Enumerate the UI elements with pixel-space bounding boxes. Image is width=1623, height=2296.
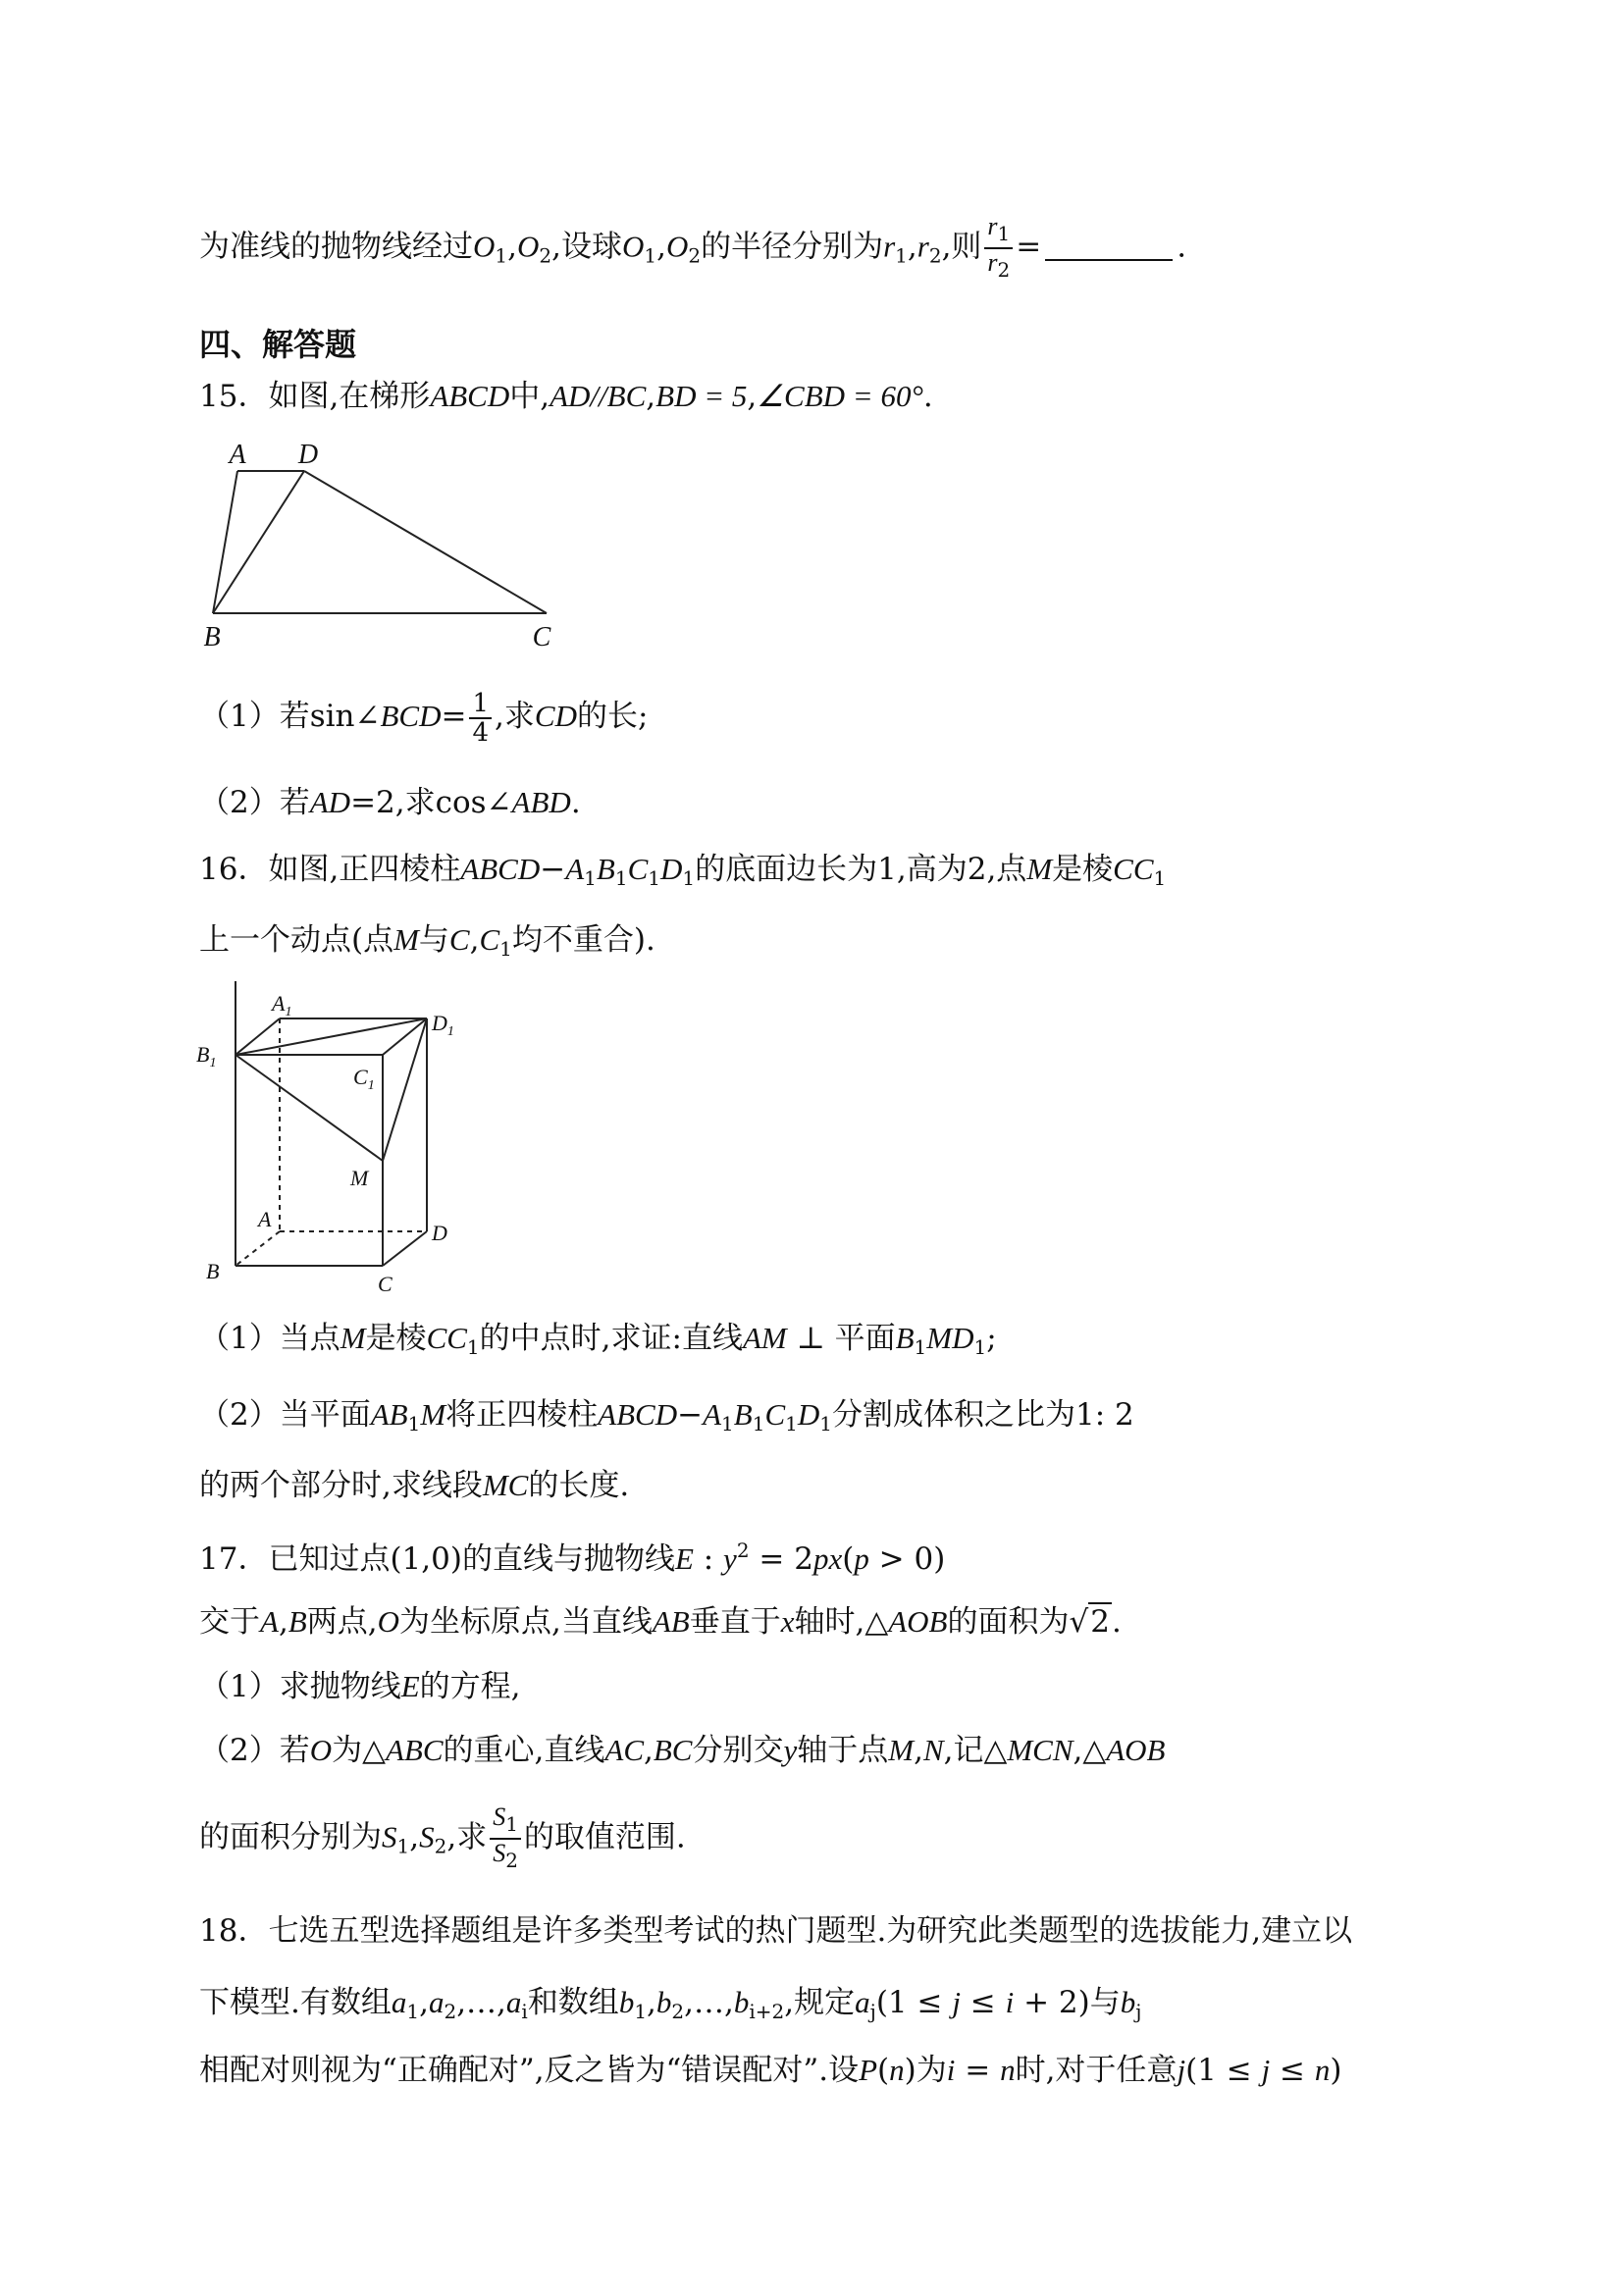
q16-stem-e: 是棱 [1052, 852, 1114, 887]
q16-p1-c: 的中点时,求证:直线 [479, 1321, 743, 1356]
q17-line2-f: 的面积为 [947, 1604, 1070, 1640]
q17-line2-e: 轴时, [794, 1604, 865, 1640]
edge-dc [304, 471, 547, 613]
q18-line3: 相配对则视为“正确配对”,反之皆为“错误配对”.设P(n)为i = n时,对于任意j(1 ≤ j ≤ n) [199, 2053, 1342, 2088]
answer-blank [1045, 232, 1173, 261]
q17-p2-b: 为 [332, 1733, 363, 1768]
q14-text-a: 为准线的抛物线经过 [199, 229, 473, 265]
q15-stem: 15．如图,在梯形ABCD中,AD//BC,BD = 5,∠CBD = 60°. [199, 379, 933, 414]
q16-part2-line2: 的两个部分时,求线段MC的长度. [199, 1468, 630, 1503]
q18-line3-b: 为 [916, 2053, 947, 2088]
q17-line2-a: 交于 [199, 1604, 260, 1640]
q15-part1: （1）若sin∠BCD= $\frac{1}{4}$ ,求CD的长; [199, 688, 649, 748]
q17-p2-d: 分别交 [692, 1733, 784, 1768]
edge-bd [213, 471, 304, 613]
q17-stem-a: 17．已知过点 [199, 1541, 391, 1577]
q17-line2-c: 为坐标原点,当直线 [398, 1604, 653, 1640]
hidden-edge-ab [236, 1231, 280, 1266]
q16-p2-line2-b: 的长度. [528, 1468, 630, 1503]
q16-p1-a: （1）当点 [199, 1321, 340, 1356]
q17-point: (1,0) [390, 1541, 462, 1577]
q18-line2-b: 和数组 [527, 1985, 619, 2020]
q14-text-d: 则 [951, 229, 982, 265]
q16-height: 2 [967, 852, 987, 887]
q16-p2-a: （2）当平面 [199, 1397, 371, 1433]
section-title: 四、解答题 [199, 326, 357, 363]
q17-p2-f: ,记 [943, 1733, 984, 1768]
q15-p2-mid: 求 [404, 785, 436, 820]
q16-stem-c: ,高为 [896, 852, 968, 887]
q17-p2-e: 轴于点 [797, 1733, 889, 1768]
edge-d1m [383, 1018, 427, 1161]
q16-side-length: 1 [877, 852, 897, 887]
q18-line3-c: 时,对于任意 [1015, 2053, 1178, 2088]
q18-line2: 下模型.有数组$a_1,a_2,\dots,a_i$和数组$b_1,b_2,\dots,b_{i+2}$,规定$a_j(1 \le j \le i + 2)$与$b_j$ [199, 1985, 1142, 2023]
q17-line4: 的面积分别为$S_1,S_2$,求 $\frac{S_1}{S_2}$ 的取值范围. [199, 1802, 686, 1872]
edge-cd [383, 1231, 427, 1266]
label-c1: $C_1$ [353, 1065, 375, 1093]
q17-part2: （2）若O为△ABC的重心,直线AC,BC分别交y轴于点M,N,记△MCN,△AOB [199, 1733, 1166, 1768]
q15-cond-bd: BD = 5 [655, 379, 748, 413]
fraction-numerator: 1 [469, 690, 492, 719]
q16-stem-a: 16．如图,正四棱柱 [199, 852, 461, 887]
q15-part2: （2）若AD=2,求cos∠ABD. [199, 785, 581, 820]
q16-line2-c: 均不重合). [511, 922, 655, 958]
edge-ab [213, 471, 237, 613]
r-ratio-fraction: $\frac{r_1}{r_2}$ [984, 213, 1013, 284]
q15-p2-prefix: （2）若 [199, 785, 310, 820]
q15-p1-suffix: 的长; [576, 699, 649, 734]
q16-stem-d: ,点 [986, 852, 1027, 887]
q15-p1-prefix: （1）若 [199, 699, 310, 734]
q16-stem-line2: 上一个动点(点M与$C,C_1$均不重合). [199, 922, 655, 961]
label-b: B [203, 622, 221, 652]
label-m: M [350, 1166, 369, 1190]
q16-p2-line2-a: 的两个部分时,求线段 [199, 1468, 483, 1503]
q17-p2-c: 的重心,直线 [443, 1733, 605, 1768]
q15-cond-angle: ∠CBD = 60° [757, 379, 923, 413]
label-a: A [258, 1207, 272, 1231]
q18-line2-c: 规定 [794, 1985, 856, 2020]
q16-p2-b: 将正四棱柱 [445, 1397, 599, 1433]
label-d: D [297, 440, 319, 470]
q17-p1-a: （1）求抛物线 [199, 1669, 401, 1704]
q17-line2-d: 垂直于 [689, 1604, 781, 1640]
label-a: A [229, 440, 246, 470]
q16-line2-b: 与 [418, 922, 449, 958]
q15-cond-parallel: AD//BC [550, 379, 647, 413]
q17-line4-c: 的取值范围. [523, 1819, 686, 1855]
q14-text-c: 的半径分别为 [701, 229, 884, 265]
q16-stem: 16．如图,正四棱柱$ABCD-A_1B_1C_1D_1$的底面边长为1,高为2,点M是棱$CC_1$ [199, 852, 1167, 890]
q16-line2-a: 上一个动点(点 [199, 922, 394, 958]
q15-trapezoid-figure [186, 432, 599, 657]
edge-b1a1 [236, 1018, 280, 1055]
q17-part1: （1）求抛物线E的方程, [199, 1669, 521, 1704]
q17-line2-b: 两点, [306, 1604, 378, 1640]
q16-ratio: 1: 2 [1074, 1397, 1134, 1433]
q14-text-b: 设球 [560, 229, 622, 265]
q15-stem-mid: 中, [509, 379, 550, 414]
q17-stem-b: 的直线与抛物线 [461, 1541, 675, 1577]
label-c: C [378, 1272, 393, 1295]
q17-stem-line2: 交于A,B两点,O为坐标原点,当直线AB垂直于x轴时,△AOB的面积为√2. [199, 1604, 1122, 1640]
q18-line1: 18．七选五型选择题组是许多类型考试的热门题型.为研究此类题型的选拔能力,建立以 [199, 1913, 1353, 1949]
q16-p1-b: 是棱 [365, 1321, 427, 1356]
label-b: B [206, 1259, 220, 1283]
q14-tail-line: 为准线的抛物线经过$O_1,O_2$,设球$O_1,O_2$的半径分别为$r_1,r_2$,则 $\frac{r_1}{r_2}$ = . [199, 212, 1187, 282]
fraction-denominator: 4 [472, 717, 490, 748]
q18-line2-a: 下模型.有数组 [199, 1985, 392, 2020]
label-c: C [532, 622, 551, 652]
q16-p2-c: 分割成体积之比为 [831, 1397, 1075, 1433]
q16-part1: （1）当点M是棱$CC_1$的中点时,求证:直线AM ⊥ 平面$B_1MD_1$; [199, 1321, 997, 1359]
q16-stem-b: 的底面边长为 [695, 852, 878, 887]
q18-line2-d: 与 [1089, 1985, 1121, 2020]
q18-line3-a: 相配对则视为“正确配对”,反之皆为“错误配对”.设 [199, 2053, 860, 2088]
q16-p1-d: 平面 [834, 1321, 896, 1356]
label-d: D [432, 1221, 447, 1245]
q16-part2: （2）当平面$AB_1M$将正四棱柱$ABCD-A_1B_1C_1D_1$分割成体积之比为1: 2 [199, 1397, 1134, 1435]
s-ratio-fraction: $\frac{S_1}{S_2}$ [490, 1803, 521, 1874]
q17-line4-b: 求 [456, 1819, 488, 1855]
q17-line4-a: 的面积分别为 [199, 1819, 382, 1855]
label-a1: $A_1$ [272, 991, 292, 1019]
q17-p1-b: 的方程, [419, 1669, 521, 1704]
edge-b1d1 [236, 1018, 427, 1055]
label-b1: $B_1$ [196, 1042, 217, 1070]
label-d1: $D_1$ [432, 1011, 454, 1039]
q15-stem-text: 15．如图,在梯形 [199, 379, 431, 414]
q15-p1-fraction [469, 690, 492, 747]
q17-p2-a: （2）若 [199, 1733, 310, 1768]
q17-stem: 17．已知过点(1,0)的直线与抛物线E : $y^2 = 2px(p > 0)$ [199, 1539, 946, 1577]
q16-prism-figure [191, 981, 466, 1295]
